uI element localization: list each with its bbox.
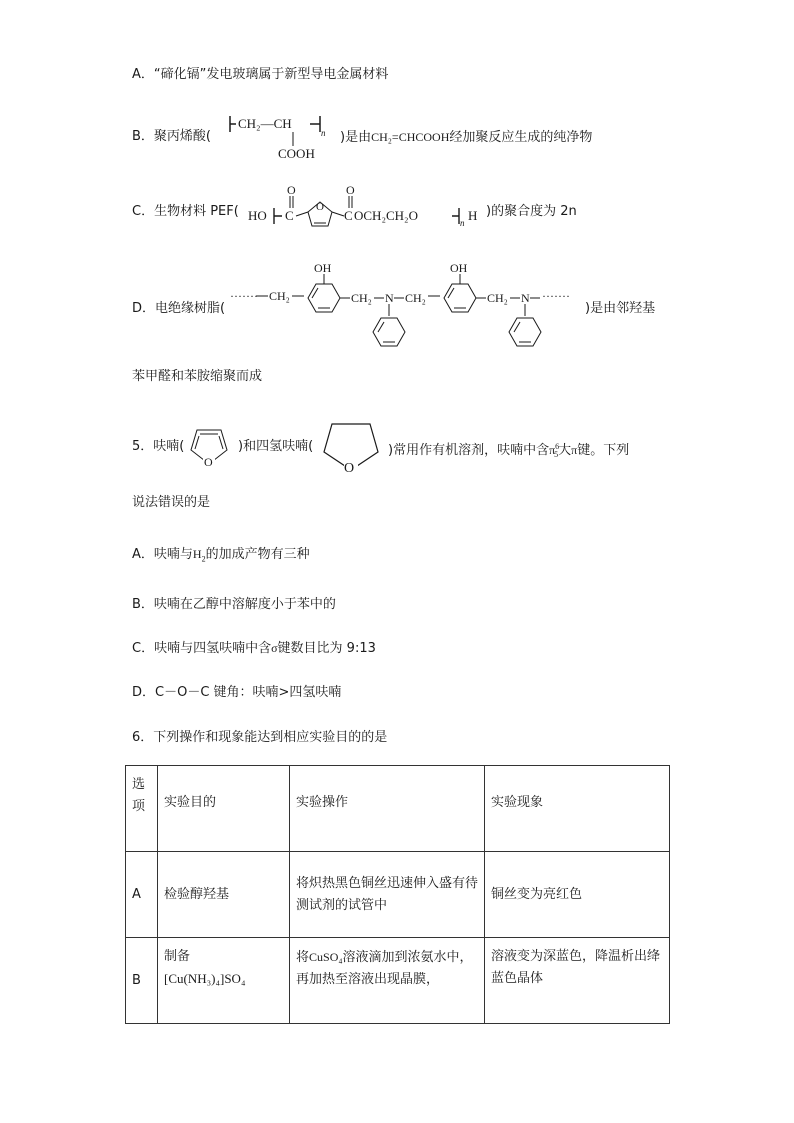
furan-o: O: [204, 455, 213, 468]
q5-pi-sub: 5: [554, 450, 559, 460]
row-b-option: B: [126, 938, 158, 1024]
table-row: [126, 938, 670, 1024]
header-option: 选项: [126, 766, 158, 852]
q5-option-d: [132, 684, 341, 702]
q4-c-suffix: )的聚合度为 2n: [486, 204, 577, 219]
q5-stem-2: )和四氢呋喃(: [238, 439, 314, 454]
q5-c-sigma: σ: [271, 641, 278, 655]
q4-option-a: [132, 66, 388, 84]
resin-oh-1: OH: [314, 261, 332, 275]
resin-oh-2: OH: [450, 261, 468, 275]
row-b-op-1: 将: [296, 950, 310, 965]
q5-stem-cont: [132, 494, 210, 512]
q4-d-prefix: D．电绝缘树脂(: [132, 301, 226, 316]
row-a-purpose: 检验醇羟基: [158, 852, 290, 938]
row-b-operation: [290, 938, 485, 1024]
q4-b-monomer: CH₂=CHCOOH: [371, 130, 450, 144]
tetrahydrofuran-structure: [318, 416, 384, 476]
row-b-phenomenon: 溶液变为深蓝色，降温析出绛蓝色晶体: [485, 938, 670, 1024]
q4-option-a-text: A．“碲化镉”发电玻璃属于新型导电金属材料: [132, 67, 389, 82]
experiment-table: [125, 765, 670, 1024]
row-a-option: A: [126, 852, 158, 938]
header-purpose: 实验目的: [158, 766, 290, 852]
q5-stem-part2: [238, 438, 313, 456]
pef-h: H: [468, 208, 478, 223]
q5-d-text: D．C－O－C 键角：呋喃>四氢呋喃: [132, 685, 342, 700]
q5-c-prefix: C．呋喃与四氢呋喃中含: [132, 641, 272, 656]
pef-n: n: [460, 218, 465, 228]
q4-option-d-rest: [585, 300, 655, 318]
q5-a-suffix: 的加成产物有三种: [205, 547, 310, 562]
polyacrylic-acid-structure: [224, 108, 336, 166]
svg-text:CH₂: CH₂: [351, 291, 372, 305]
q5-option-b: [132, 596, 336, 614]
q4-b-prefix: B．聚丙烯酸(: [132, 129, 211, 144]
q4-option-d-cont: [132, 368, 262, 386]
q5-a-prefix: A．呋喃与: [132, 547, 193, 562]
q5-pi-main: π: [549, 443, 556, 457]
q6-stem: [132, 729, 387, 747]
resin-structure: [228, 258, 584, 358]
row-b-purpose-line1: 制备: [164, 949, 191, 964]
table-header-row: [126, 766, 670, 852]
svg-text:O: O: [346, 183, 355, 197]
q5-a-h-sub: 2: [201, 554, 206, 564]
pef-ring-o: O: [316, 201, 324, 213]
q5-stem-part3: [388, 438, 629, 464]
q5-stem-6: 键。下列: [577, 443, 630, 458]
q5-b-text: B．呋喃在乙醇中溶解度小于苯中的: [132, 597, 336, 612]
q4-d-cont-text: 苯甲醛和苯胺缩聚而成: [132, 369, 263, 384]
thf-o: O: [344, 461, 355, 476]
resin-ch2-1: CH₂: [269, 289, 290, 303]
q4-option-b: [132, 128, 211, 146]
pef-o-left: O: [287, 183, 296, 197]
row-b-op-chem: CuSO₄: [309, 950, 343, 964]
q5-stem-3: )常用作有机溶剂，呋喃中含: [388, 443, 550, 458]
q5-pi-symbol: [549, 442, 560, 460]
row-a-operation: 将炽热黑色铜丝迅速伸入盛有待测试剂的试管中: [290, 852, 485, 938]
svg-text:C: C: [285, 208, 294, 223]
row-b-purpose-formula: [Cu(NH₃)₄]SO₄: [164, 971, 246, 986]
pa-n: n: [321, 128, 326, 138]
q5-c-suffix: 键数目比为 9:13: [277, 641, 376, 656]
pa-ch2-ch: CH₂—CH: [238, 116, 292, 131]
q4-b-suffix-2: 经加聚反应生成的纯净物: [449, 130, 593, 145]
q5-stem-4: 大: [558, 443, 572, 458]
q4-option-b-rest: [340, 128, 592, 147]
row-a-phenomenon: 铜丝变为亮红色: [485, 852, 670, 938]
header-operation: 实验操作: [290, 766, 485, 852]
pa-cooh: COOH: [278, 146, 315, 161]
q4-option-c: [132, 203, 239, 221]
q5-stem-cont-text: 说法错误的是: [132, 495, 211, 510]
q5-option-a: [132, 545, 310, 569]
q5-stem: [132, 438, 184, 456]
svg-text:CH₂: CH₂: [487, 291, 508, 305]
resin-n-1: N: [385, 291, 394, 305]
resin-dots-right: ·······: [542, 289, 570, 303]
q4-d-suffix: )是由邻羟基: [585, 301, 656, 316]
table-row: [126, 852, 670, 938]
q4-option-d: [132, 300, 225, 318]
resin-n-2: N: [521, 291, 530, 305]
q5-pi-sup: 6: [555, 442, 560, 451]
svg-text:C: C: [344, 208, 353, 223]
q4-b-suffix-1: )是由: [340, 130, 372, 145]
q6-stem-text: 6．下列操作和现象能达到相应实验目的的是: [132, 730, 388, 745]
pef-ochch: OCH₂CH₂O: [354, 208, 418, 223]
q5-stem-1: 5．呋喃(: [132, 439, 185, 454]
q5-stem-5: π: [571, 443, 578, 457]
pef-structure: [246, 182, 486, 234]
q5-option-c: [132, 639, 376, 658]
resin-dots-left: ·······: [230, 289, 258, 303]
pef-ho: HO: [248, 208, 267, 223]
row-b-purpose: [158, 938, 290, 1024]
q4-c-prefix: C．生物材料 PEF(: [132, 204, 239, 219]
q5-a-h: H: [192, 547, 202, 561]
furan-structure: [187, 422, 233, 468]
row-b-op-2: 溶液滴加到浓氨水中，再加热至溶液出现晶膜，: [296, 950, 473, 987]
svg-text:CH₂: CH₂: [405, 291, 426, 305]
q4-option-c-rest: [486, 203, 577, 221]
header-phenomenon: 实验现象: [485, 766, 670, 852]
